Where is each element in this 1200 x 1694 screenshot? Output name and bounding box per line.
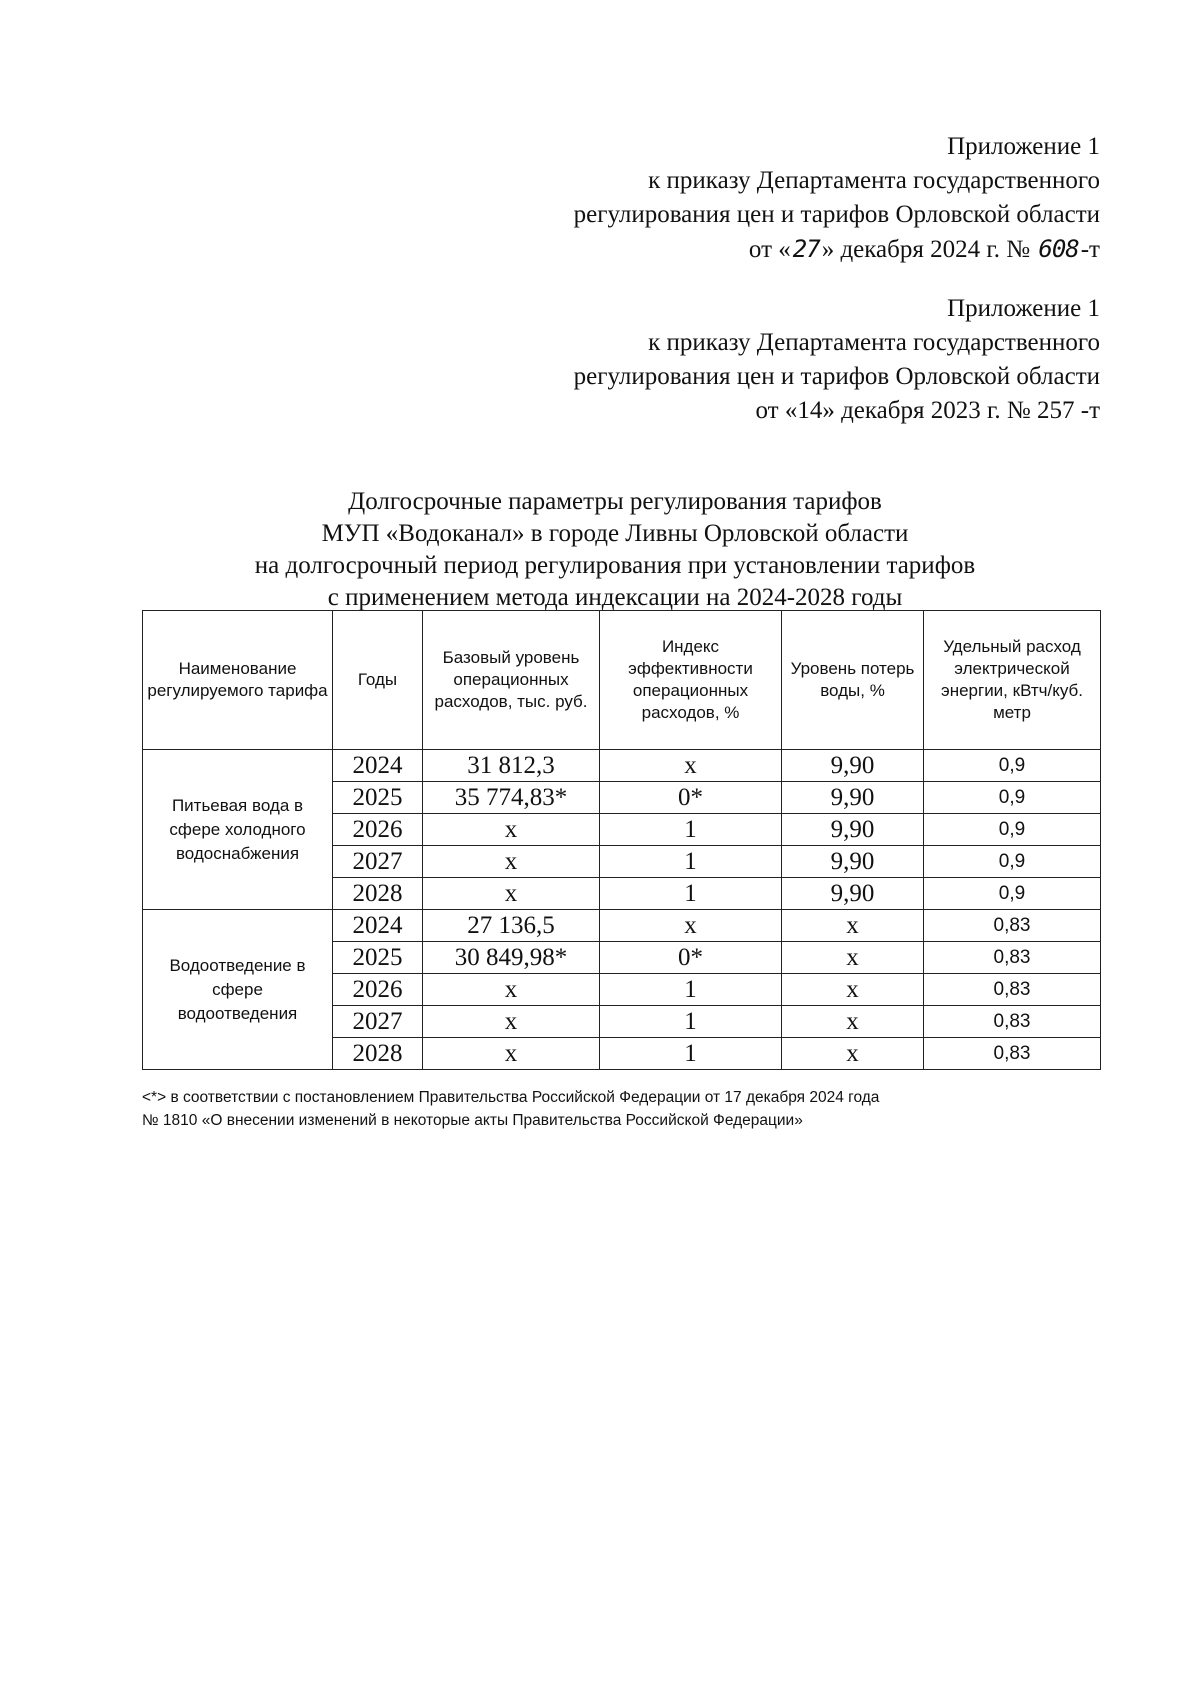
year-cell: 2027 [333, 846, 423, 878]
date-middle: » декабря 2024 г. № [821, 236, 1031, 263]
year-cell: 2025 [333, 782, 423, 814]
footnote-line: № 1810 «О внесении изменений в некоторые акты Правительства Российской Федерации» [142, 1112, 803, 1129]
table-row [143, 910, 1101, 942]
year-cell: 2027 [333, 1006, 423, 1038]
header-base-opex: Базовый уровень операционных расходов, тыс. руб. [423, 611, 600, 750]
tariff-name-cell: Питьевая вода в сфере холодного водоснабжения [143, 750, 333, 910]
energy-cell: 0,83 [924, 1006, 1101, 1038]
year-cell: 2026 [333, 814, 423, 846]
title-line: с применением метода индексации на 2024-2028 годы [327, 584, 903, 611]
efficiency-cell: 1 [600, 1038, 782, 1070]
annex-order-line: к приказу Департамента государственного [648, 167, 1100, 194]
base-opex-cell: х [423, 1038, 600, 1070]
title-line: Долгосрочные параметры регулирования тарифов [348, 488, 882, 515]
base-opex-cell: 31 812,3 [423, 750, 600, 782]
tariff-name-cell: Водоотведение в сфере водоотведения [143, 910, 333, 1070]
year-cell: 2028 [333, 878, 423, 910]
table-header-row [143, 611, 1101, 750]
water-loss-cell: х [782, 1038, 924, 1070]
efficiency-cell: 1 [600, 974, 782, 1006]
annex-previous-order [400, 292, 1100, 428]
number-suffix: -т [1080, 236, 1100, 263]
efficiency-cell: 1 [600, 878, 782, 910]
water-loss-cell: 9,90 [782, 878, 924, 910]
energy-cell: 0,9 [924, 782, 1101, 814]
footnote [142, 1086, 1092, 1132]
handwritten-day: 27 [792, 235, 820, 263]
base-opex-cell: х [423, 878, 600, 910]
annex-department-line: регулирования цен и тарифов Орловской области [573, 201, 1100, 228]
energy-cell: 0,9 [924, 878, 1101, 910]
base-opex-cell: х [423, 814, 600, 846]
efficiency-cell: 1 [600, 814, 782, 846]
water-loss-cell: х [782, 1006, 924, 1038]
energy-cell: 0,9 [924, 846, 1101, 878]
energy-cell: 0,83 [924, 942, 1101, 974]
annex-label: Приложение 1 [947, 133, 1100, 160]
base-opex-cell: х [423, 846, 600, 878]
handwritten-number: 608 [1038, 235, 1079, 263]
year-cell: 2024 [333, 910, 423, 942]
title-line: МУП «Водоканал» в городе Ливны Орловской области [321, 520, 909, 547]
water-loss-cell: х [782, 942, 924, 974]
energy-cell: 0,9 [924, 814, 1101, 846]
title-line: на долгосрочный период регулирования при установлении тарифов [254, 552, 976, 579]
header-water-loss: Уровень потерь воды, % [782, 611, 924, 750]
water-loss-cell: 9,90 [782, 846, 924, 878]
header-tariff-name: Наименование регулируемого тарифа [143, 611, 333, 750]
water-loss-cell: 9,90 [782, 814, 924, 846]
water-loss-cell: 9,90 [782, 782, 924, 814]
water-loss-cell: х [782, 974, 924, 1006]
energy-cell: 0,9 [924, 750, 1101, 782]
footnote-line: <*> в соответствии с постановлением Правительства Российской Федерации от 17 декабря 2024 года [142, 1089, 880, 1106]
base-opex-cell: 30 849,98* [423, 942, 600, 974]
efficiency-cell: 1 [600, 1006, 782, 1038]
annex-label: Приложение 1 [947, 295, 1100, 322]
annex-current-order [400, 130, 1100, 267]
water-loss-cell: х [782, 910, 924, 942]
year-cell: 2026 [333, 974, 423, 1006]
date-prefix: от « [748, 236, 791, 263]
energy-cell: 0,83 [924, 1038, 1101, 1070]
header-specific-energy: Удельный расход электрической энергии, кВтч/куб. метр [924, 611, 1101, 750]
annex-date-line: от «14» декабря 2023 г. № 257 -т [755, 397, 1100, 424]
efficiency-cell: 0* [600, 782, 782, 814]
efficiency-cell: 1 [600, 846, 782, 878]
efficiency-cell: х [600, 750, 782, 782]
annex-department-line: регулирования цен и тарифов Орловской области [573, 363, 1100, 390]
base-opex-cell: 35 774,83* [423, 782, 600, 814]
header-years: Годы [333, 611, 423, 750]
energy-cell: 0,83 [924, 974, 1101, 1006]
annex-date-line [400, 232, 1100, 267]
efficiency-cell: 0* [600, 942, 782, 974]
year-cell: 2025 [333, 942, 423, 974]
base-opex-cell: 27 136,5 [423, 910, 600, 942]
document-title [140, 486, 1090, 614]
year-cell: 2028 [333, 1038, 423, 1070]
water-loss-cell: 9,90 [782, 750, 924, 782]
tariff-parameters-table [142, 610, 1101, 1070]
energy-cell: 0,83 [924, 910, 1101, 942]
annex-order-line: к приказу Департамента государственного [648, 329, 1100, 356]
table-row [143, 750, 1101, 782]
base-opex-cell: х [423, 1006, 600, 1038]
base-opex-cell: х [423, 974, 600, 1006]
year-cell: 2024 [333, 750, 423, 782]
header-efficiency-index: Индекс эффективности операционных расходов, % [600, 611, 782, 750]
efficiency-cell: х [600, 910, 782, 942]
